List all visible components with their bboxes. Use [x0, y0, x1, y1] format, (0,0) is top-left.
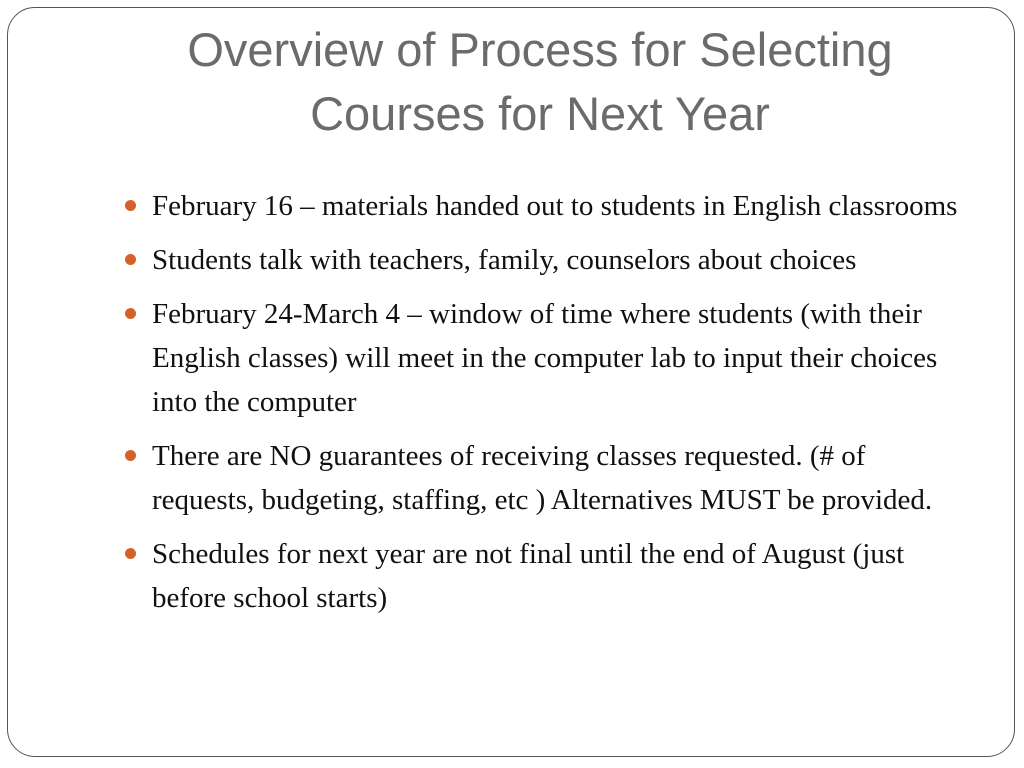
bullet-item: [124, 238, 974, 282]
title-line-1: Overview of Process for Selecting: [187, 23, 893, 76]
title-line-2: Courses for Next Year: [310, 87, 770, 140]
bullet-list: [124, 184, 974, 630]
bullet-dot-icon: [125, 200, 136, 211]
bullet-dot-icon: [125, 450, 136, 461]
bullet-text: There are NO guarantees of receiving classes requested. (# of requests, budgeting, staffing, etc ) Alternatives MUST be provided.: [152, 440, 933, 516]
bullet-text: Students talk with teachers, family, counselors about choices: [152, 244, 857, 276]
bullet-text: February 24-March 4 – window of time where students (with their English classes) will meet in the computer lab to input their choices into the computer: [152, 298, 938, 418]
bullet-dot-icon: [125, 308, 136, 319]
bullet-item: [124, 434, 974, 522]
slide-title: [100, 18, 980, 146]
bullet-dot-icon: [125, 548, 136, 559]
bullet-item: [124, 532, 974, 620]
bullet-item: [124, 292, 974, 424]
bullet-dot-icon: [125, 254, 136, 265]
bullet-item: [124, 184, 974, 228]
bullet-text: Schedules for next year are not final until the end of August (just before school starts): [152, 538, 905, 614]
bullet-text: February 16 – materials handed out to students in English classrooms: [152, 190, 958, 222]
